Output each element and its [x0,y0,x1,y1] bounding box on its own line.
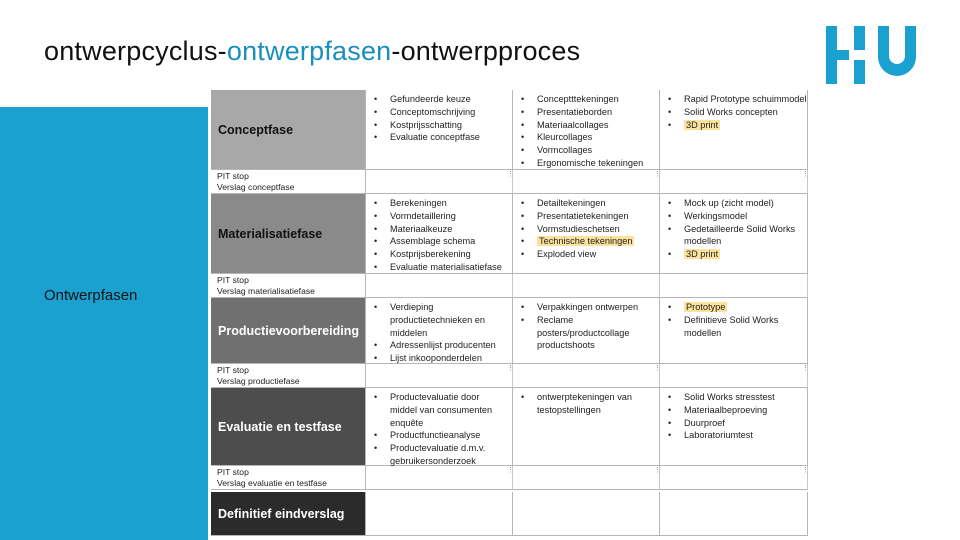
list-item: • Exploded view [521,249,597,260]
phases-table [211,90,955,537]
list-item: • Lijst inkooponderdelen [374,353,482,364]
list-item: • Conceptttekeningen [521,94,619,104]
list-item: • Adressenlijst producenten [374,340,496,351]
table-row [211,298,955,364]
highlighted-item: Technische tekeningen [539,236,633,247]
list-item: • Vormstudieschetsen [521,223,620,234]
highlighted-item: 3D print [686,249,719,260]
pit-stop-row [211,274,955,298]
list-item: • Rapid Prototype schuimmodel [668,94,807,104]
list-item: • Materiaalcollages [521,119,609,130]
list-item: • Prototype [668,302,726,312]
models-cell [660,388,808,466]
phase-cell: Evaluatie en testfase [211,388,366,466]
list-item: • Technische tekeningen [521,236,633,247]
activities-cell [366,298,513,364]
list-item: • Productfunctieanalyse [374,430,481,441]
drawings-cell [513,298,660,364]
sidebar-strip [0,107,208,540]
list-item: • Laboratoriumtest [668,430,753,441]
list-item: • Conceptomschrijving [374,106,476,117]
drawings-cell [513,388,660,466]
drawings-cell [513,90,660,170]
list-item: • Ergonomische tekeningen [521,157,644,168]
table-row [211,388,955,466]
list-item: • Kostprijsberekening [374,249,471,260]
pit-stop-row: PIT stop Verslag conceptfase ⋮ ⋮ ⋮ [211,170,955,194]
page-title [44,36,580,67]
activities-cell [366,90,513,170]
table-row [211,90,955,170]
activities-cell [366,388,513,466]
list-item: • Materiaalbeproeving [668,404,768,415]
list-item: • Productevaluatie door middel van consumenten enquête [374,392,493,428]
pit-stop-cell: PIT stop Verslag materialisatiefase [211,274,366,298]
list-item: • Assemblage schema [374,236,476,247]
models-cell [660,194,808,274]
list-item: • Solid Works concepten [668,106,778,117]
hu-logo [826,26,918,84]
list-item: • Evaluatie materialisatiefase [374,261,502,272]
list-item: • Presentatietekeningen [521,210,629,221]
title-part-3: -ontwerpproces [391,36,581,66]
phase-cell: Productievoorbereiding [211,298,366,364]
list-item: • Evaluatie conceptfase [374,132,480,143]
models-cell [660,90,808,170]
sidebar [0,107,208,540]
list-item: • ontwerptekeningen van testopstellingen [521,392,633,415]
list-item: • Verdieping productietechnieken en middelen [374,302,486,338]
drawings-cell [513,194,660,274]
title-part-1: ontwerpcyclus- [44,36,227,66]
highlighted-item: Prototype [686,302,726,312]
list-item: • Duurproef [668,417,725,428]
list-item: • Berekeningen [374,198,447,208]
list-item: • 3D print [668,249,719,260]
sidebar-label: Ontwerpfasen [44,287,138,304]
activities-cell [366,194,513,274]
list-item: • Mock up (zicht model) [668,198,774,208]
pit-stop-cell: PIT stop Verslag evaluatie en testfase [211,466,366,490]
list-item: • Verpakkingen ontwerpen [521,302,639,312]
list-item: • Definitieve Solid Works modellen [668,314,779,338]
list-item: • Vormcollages [521,145,593,156]
list-item: • Reclame posters/productcollage productshoots [521,314,630,351]
pit-stop-row: PIT stop Verslag productiefase ⋮ ⋮ ⋮ [211,364,955,388]
models-cell [660,298,808,364]
pit-stop-row: PIT stop Verslag evaluatie en testfase ⋮ ⋮ ⋮ [211,466,955,490]
phase-cell: Definitief eindverslag [211,492,366,536]
pit-stop-cell: PIT stop Verslag conceptfase [211,170,366,194]
list-item: • Kostprijsschatting [374,119,463,130]
list-item: • Solid Works stresstest [668,392,775,402]
list-item: • Gefundeerde keuze [374,94,471,104]
list-item: • Vormdetaillering [374,210,456,221]
table-row [211,194,955,274]
list-item: • Gedetailleerde Solid Works modellen [668,223,796,247]
title-part-2: ontwerpfasen [226,36,392,66]
list-item: • Productevaluatie d.m.v. gebruikersonderzoek [374,443,486,466]
pit-stop-cell: PIT stop Verslag productiefase [211,364,366,388]
list-item: • Materiaalkeuze [374,223,453,234]
highlighted-item: 3D print [686,119,719,130]
list-item: • 3D print [668,119,719,130]
list-item: • Kleurcollages [521,132,593,143]
list-item: • Presentatieborden [521,106,613,117]
table-row [211,492,955,536]
list-item: • Werkingsmodel [668,210,748,221]
list-item: • Detailtekeningen [521,198,606,208]
phase-cell: Conceptfase [211,90,366,170]
phase-cell: Materialisatiefase [211,194,366,274]
